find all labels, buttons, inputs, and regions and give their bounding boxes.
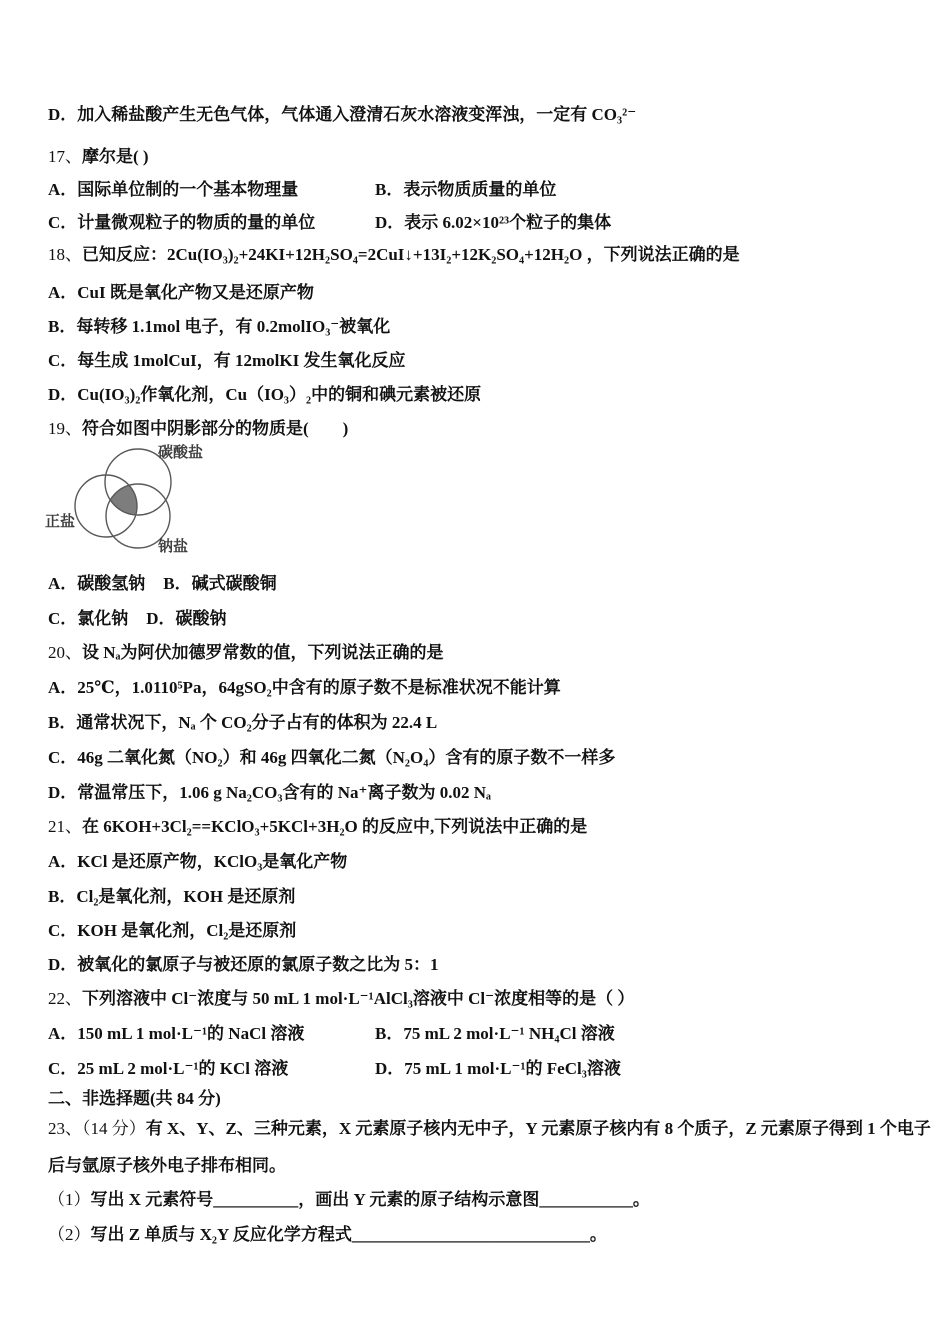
q18-option-c	[48, 350, 405, 374]
q22-number: 22、	[48, 989, 82, 1008]
q20-stem-text: 设 Nₐ为阿伏加德罗常数的值，下列说法正确的是	[82, 643, 444, 662]
q17-option-a: A．国际单位制的一个基本物理量	[48, 180, 299, 199]
q20-option-c-text: C．46g 二氧化氮（NO₂）和 46g 四氧化二氮（N₂O₄）含有的原子数不一样多	[48, 748, 616, 767]
q23-stem-line2-text: 后与氩原子核外电子排布相同。	[48, 1156, 286, 1175]
q19-option-c: C．氯化钠	[48, 609, 129, 628]
q20-stem	[48, 642, 444, 666]
q19-stem-text: 符合如图中阴影部分的物质是( )	[82, 419, 349, 438]
q23-part2	[48, 1224, 607, 1248]
q23-part1	[48, 1189, 650, 1213]
q20-option-a-text: A．25℃，1.0110⁵Pa，64gSO₂中含有的原子数不是标准状况不能计算	[48, 678, 561, 697]
q18-stem	[48, 244, 740, 268]
q22-option-d: D．75 mL 1 mol·L⁻¹的 FeCl₃溶液	[375, 1059, 621, 1078]
q23-number: 23、（14 分）	[48, 1119, 146, 1138]
q23-part1-text: 写出 X 元素符号__________，画出 Y 元素的原子结构示意图___________。	[90, 1190, 650, 1209]
q21-stem-text: 在 6KOH+3Cl₂==KClO₃+5KCl+3H₂O 的反应中,下列说法中正确的是	[82, 817, 588, 836]
q18-stem-text: 已知反应：2Cu(IO₃)₂+24KI+12H₂SO₄=2CuI↓+13I₂+12K₂SO₄+12H₂O ，下列说法正确的是	[82, 245, 740, 264]
q19-options-row-2	[48, 608, 227, 632]
q18-option-a	[48, 282, 314, 306]
q23-stem-line2	[48, 1155, 286, 1179]
section2-title: 二、非选择题(共 84 分)	[48, 1089, 221, 1108]
q21-option-c	[48, 920, 296, 944]
q21-option-a-text: A．KCl 是还原产物，KClO₃是氧化产物	[48, 852, 348, 871]
q18-option-b	[48, 316, 390, 340]
q22-option-b: B．75 mL 2 mol·L⁻¹ NH₄Cl 溶液	[375, 1024, 615, 1043]
q20-option-c	[48, 747, 615, 771]
venn-label-carbonate: 碳酸盐	[158, 445, 204, 461]
q22-option-a: A．150 mL 1 mol·L⁻¹的 NaCl 溶液	[48, 1024, 305, 1043]
q19-options-row-1	[48, 573, 277, 597]
q18-option-d	[48, 384, 481, 408]
q21-option-d-text: D．被氧化的氯原子与被还原的氯原子数之比为 5：1	[48, 955, 439, 974]
q17-number: 17、	[48, 147, 82, 166]
q18-option-b-text: B．每转移 1.1mol 电子，有 0.2molIO₃⁻被氧化	[48, 317, 391, 336]
q22-stem	[48, 988, 634, 1012]
q20-option-b	[48, 712, 437, 736]
q21-option-b-text: B．Cl₂是氧化剂，KOH 是还原剂	[48, 887, 296, 906]
q19-option-a: A．碳酸氢钠	[48, 574, 146, 593]
q21-option-c-text: C．KOH 是氧化剂，Cl₂是还原剂	[48, 921, 297, 940]
q17-option-b: B．表示物质质量的单位	[375, 180, 557, 199]
q21-option-a	[48, 851, 347, 875]
q17-option-d: D．表示 6.02×10²³个粒子的集体	[375, 213, 612, 232]
q17-option-c: C．计量微观粒子的物质的量的单位	[48, 213, 316, 232]
q17-stem	[48, 146, 149, 170]
q19-option-d: D．碳酸钠	[146, 609, 227, 628]
q21-option-b	[48, 886, 295, 910]
q23-part2-number: （2）	[48, 1225, 91, 1244]
prev-question-option-d-text: D．加入稀盐酸产生无色气体，气体通入澄清石灰水溶液变浑浊，一定有 CO₃²⁻	[48, 105, 637, 124]
q18-option-d-text: D．Cu(IO₃)₂作氧化剂，Cu（IO₃）₂中的铜和碘元素被还原	[48, 385, 482, 404]
q18-option-c-text: C．每生成 1molCuI，有 12molKI 发生氧化反应	[48, 351, 406, 370]
q23-stem-line1	[48, 1118, 931, 1142]
q23-part2-text: 写出 Z 单质与 X₂Y 反应化学方程式____________________________。	[90, 1225, 607, 1244]
q22-stem-text: 下列溶液中 Cl⁻浓度与 50 mL 1 mol·L⁻¹AlCl₃溶液中 Cl⁻浓度相等的是（ ）	[82, 989, 635, 1008]
venn-label-sodium-salt: 钠盐	[158, 539, 189, 555]
venn-diagram	[45, 440, 245, 566]
q21-option-d	[48, 954, 439, 978]
section2-heading	[48, 1088, 221, 1112]
q18-option-a-text: A．CuI 既是氧化产物又是还原产物	[48, 283, 314, 302]
q20-number: 20、	[48, 643, 82, 662]
q23-part1-number: （1）	[48, 1190, 91, 1209]
q17-stem-text: 摩尔是( )	[82, 147, 149, 166]
q20-option-d	[48, 782, 491, 806]
q18-number: 18、	[48, 245, 82, 264]
q19-option-b: B．碱式碳酸铜	[163, 574, 277, 593]
q20-option-b-text: B．通常状况下，Nₐ 个 CO₂分子占有的体积为 22.4 L	[48, 713, 438, 732]
prev-question-option-d	[48, 104, 636, 128]
venn-label-normal-salt: 正盐	[45, 514, 76, 530]
q19-stem	[48, 418, 348, 442]
q21-number: 21、	[48, 817, 82, 836]
q19-number: 19、	[48, 419, 82, 438]
q20-option-d-text: D．常温常压下，1.06 g Na₂CO₃含有的 Na⁺离子数为 0.02 Nₐ	[48, 783, 491, 802]
q23-stem-line1-text: 有 X、Y、Z、三种元素，X 元素原子核内无中子，Y 元素原子核内有 8 个质子，Z 元素原子得到 1 个电子	[145, 1119, 931, 1138]
q21-stem	[48, 816, 587, 840]
q22-option-c: C．25 mL 2 mol·L⁻¹的 KCl 溶液	[48, 1059, 289, 1078]
q20-option-a	[48, 677, 561, 701]
